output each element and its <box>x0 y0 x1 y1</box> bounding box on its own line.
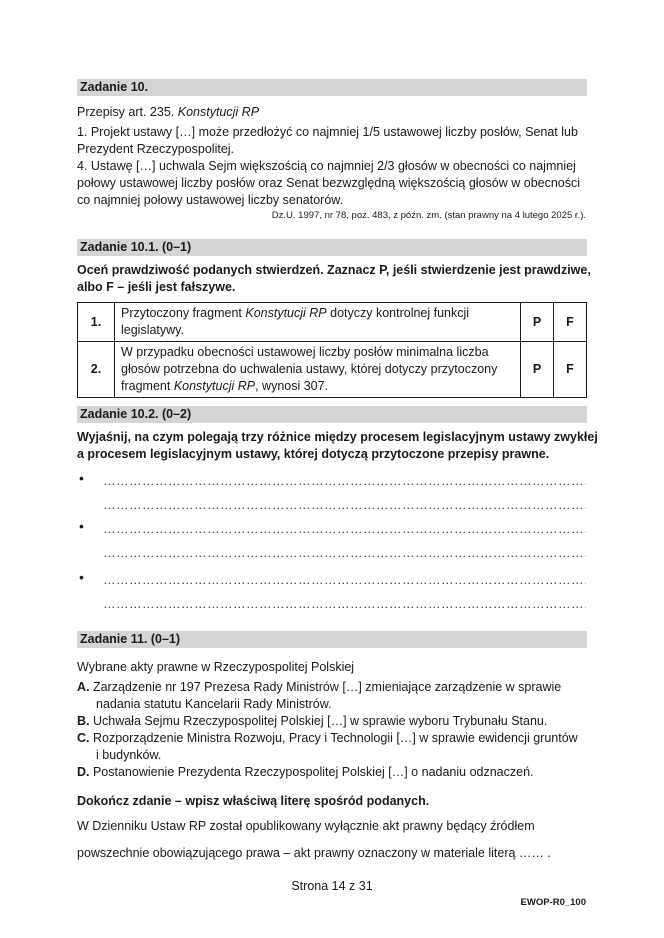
task-11-header <box>77 631 587 648</box>
task-10-2-instruction-line-2: a procesem legislacyjnym ustawy, której dotyczą przytoczone przepisy prawne. <box>77 447 550 461</box>
task-10-1-header <box>77 239 587 256</box>
option-f-2[interactable]: F <box>554 342 587 398</box>
option-c <box>77 730 578 747</box>
citation: Dz.U. 1997, nr 78, poz. 483, z późn. zm. (stan prawny na 4 lutego 2025 r.). <box>271 210 586 221</box>
statement-1-line-2: legislatywy. <box>121 323 184 337</box>
task-10-2-header <box>77 406 587 423</box>
true-false-table <box>77 302 587 398</box>
task-10-title: Zadanie 10. <box>80 80 149 94</box>
statement-text <box>115 342 521 398</box>
statement-2-line-1: W przypadku obecności ustawowej liczby posłów minimalna liczba <box>121 345 489 359</box>
source-prefix: Przepisy art. 235. <box>77 105 178 119</box>
answer-line-3b[interactable] <box>103 597 586 611</box>
statement-2-italic: Konstytucji RP <box>173 379 256 393</box>
option-d <box>77 764 534 781</box>
option-c-line-1: Rozporządzenie Ministra Rozwoju, Pracy i Technologii […] w sprawie ewidencji gruntów <box>89 731 578 745</box>
answer-line-2a[interactable] <box>103 522 586 536</box>
answer-bullet-2: • <box>79 518 84 534</box>
answer-line-1b[interactable] <box>103 498 586 512</box>
option-a <box>77 679 561 696</box>
answer-line-2b[interactable] <box>103 546 586 560</box>
provision-1-line-2: Prezydent Rzeczypospolitej. <box>77 142 235 156</box>
option-p-2[interactable]: P <box>521 342 554 398</box>
task-10-header <box>77 79 587 96</box>
statement-1-line-1a: Przytoczony fragment <box>121 306 246 320</box>
task-11-instruction: Dokończ zdanie – wpisz właściwą literę spośród podanych. <box>77 794 430 808</box>
provision-1-line-1: 1. Projekt ustawy […] może przedłożyć co najmniej 1/5 ustawowej liczby posłów, Senat lub <box>77 125 578 139</box>
option-a-line-2: nadania statutu Kancelarii Rady Ministrów. <box>96 697 332 711</box>
statement-2-line-3b: , wynosi 307. <box>255 379 329 393</box>
statement-2-line-2: głosów potrzebna do uchwalenia ustawy, której dotyczy przytoczony <box>121 362 498 376</box>
provision-4-line-1: 4. Ustawę […] uchwala Sejm większością co najmniej 2/3 głosów w obecności co najmniej <box>77 159 576 173</box>
option-c-letter: C. <box>77 731 90 745</box>
option-b-line-1: Uchwała Sejmu Rzeczypospolitej Polskiej […] w sprawie wyboru Trybunału Stanu. <box>89 714 548 728</box>
task-11-intro: Wybrane akty prawne w Rzeczypospolitej Polskiej <box>77 660 355 674</box>
exam-code: EWOP-R0_100 <box>520 897 586 908</box>
page-number: Strona 14 z 31 <box>291 879 373 893</box>
option-b-letter: B. <box>77 714 90 728</box>
option-p-1[interactable]: P <box>521 303 554 342</box>
task-11-sentence-line-2: powszechnie obowiązującego prawa – akt prawny oznaczony w materiale literą …… . <box>77 846 551 860</box>
option-f-1[interactable]: F <box>554 303 587 342</box>
row-number: 1. <box>78 303 115 342</box>
option-d-letter: D. <box>77 765 90 779</box>
task-10-1-instruction-line-2: albo F – jeśli jest fałszywe. <box>77 280 236 294</box>
task-10-2-instruction-line-1: Wyjaśnij, na czym polegają trzy różnice między procesem legislacyjnym ustawy zwykłej <box>77 430 598 444</box>
answer-bullet-3: • <box>79 569 84 585</box>
statement-2-line-3a: fragment <box>121 379 174 393</box>
task-11-sentence-line-1: W Dzienniku Ustaw RP został opublikowany wyłącznie akt prawny będący źródłem <box>77 819 535 833</box>
table-row <box>78 303 587 342</box>
provision-4-line-3: co najmniej połowy ustawowej liczby senatorów. <box>77 193 344 207</box>
answer-line-1a[interactable] <box>103 474 586 488</box>
option-d-line-1: Postanowienie Prezydenta Rzeczypospolitej Polskiej […] o nadaniu odznaczeń. <box>89 765 534 779</box>
source-italic: Konstytucji RP <box>177 105 260 119</box>
task-11-title: Zadanie 11. (0–1) <box>80 632 181 646</box>
answer-line-3a[interactable] <box>103 573 586 587</box>
option-b <box>77 713 547 730</box>
option-a-letter: A. <box>77 680 90 694</box>
provision-4-line-2: połowy ustawowej liczby posłów oraz Senat bezwzględną większością głosów w obecności <box>77 176 581 190</box>
source-title <box>77 104 259 121</box>
statement-text <box>115 303 521 342</box>
task-10-1-title: Zadanie 10.1. (0–1) <box>80 240 192 254</box>
option-c-line-2: i budynków. <box>96 748 162 762</box>
task-10-1-instruction-line-1: Oceń prawdziwość podanych stwierdzeń. Zaznacz P, jeśli stwierdzenie jest prawdziwe, <box>77 263 591 277</box>
table-row <box>78 342 587 398</box>
statement-1-italic: Konstytucji RP <box>245 306 327 320</box>
row-number: 2. <box>78 342 115 398</box>
statement-1-line-1b: dotyczy kontrolnej funkcji <box>326 306 470 320</box>
answer-bullet-1: • <box>79 470 84 486</box>
option-a-line-1: Zarządzenie nr 197 Prezesa Rady Ministrów […] zmieniające zarządzenie w sprawie <box>89 680 562 694</box>
task-10-2-title: Zadanie 10.2. (0–2) <box>80 407 192 421</box>
